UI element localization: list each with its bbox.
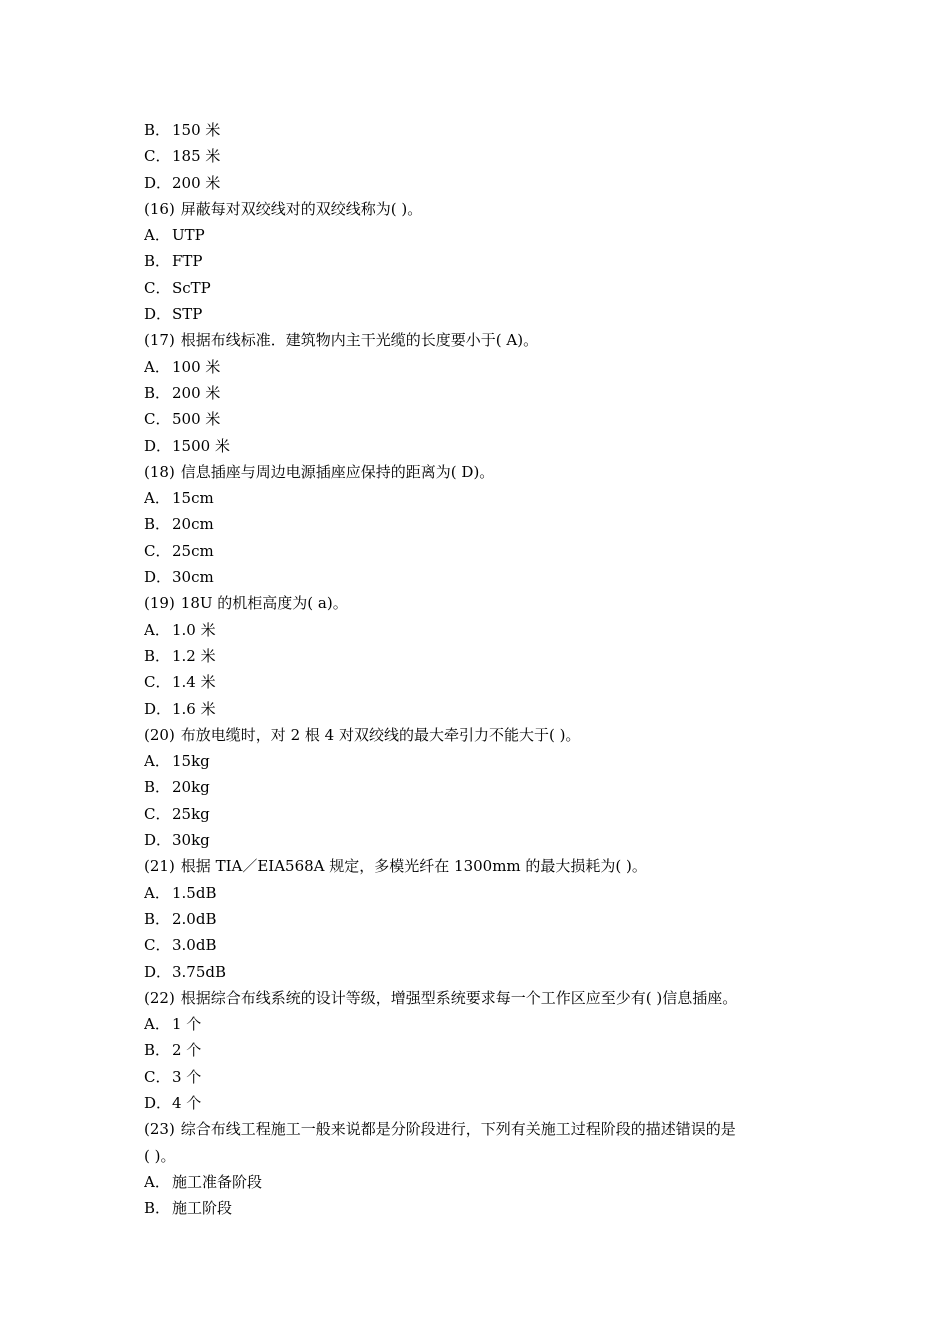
answer-option [144, 538, 814, 564]
answer-option [144, 248, 814, 274]
answer-option [144, 959, 814, 985]
question-continuation [144, 1143, 814, 1169]
option-letter: A． [144, 489, 170, 508]
question-stem [144, 1116, 814, 1142]
question-number: (19) [144, 594, 175, 613]
answer-option [144, 433, 814, 459]
option-letter: C． [144, 541, 171, 560]
option-text: 3.75dB [172, 962, 227, 981]
option-text: 1.6 米 [172, 699, 216, 718]
answer-option [144, 406, 814, 432]
option-letter: D． [144, 831, 172, 850]
option-letter: D． [144, 699, 172, 718]
option-letter: D． [144, 305, 172, 324]
option-text: 1.5dB [172, 883, 217, 902]
option-text: 200 米 [172, 383, 221, 402]
option-text: 3.0dB [172, 936, 217, 955]
question-number: (22) [144, 988, 175, 1007]
option-letter: C． [144, 673, 171, 692]
option-text: 200 米 [172, 173, 221, 192]
answer-option [144, 748, 814, 774]
answer-option [144, 617, 814, 643]
option-letter: B． [144, 1041, 171, 1060]
option-letter: B． [144, 646, 171, 665]
answer-option [144, 1064, 814, 1090]
answer-option [144, 643, 814, 669]
option-letter: B． [144, 252, 171, 271]
answer-option [144, 354, 814, 380]
answer-option [144, 1037, 814, 1063]
question-stem [144, 327, 814, 353]
option-text: 20cm [172, 515, 214, 534]
option-text: 施工阶段 [172, 1199, 233, 1218]
question-text: 信息插座与周边电源插座应保持的距离为( D)。 [180, 462, 495, 481]
question-stem [144, 590, 814, 616]
answer-option [144, 1011, 814, 1037]
option-letter: A． [144, 1172, 170, 1191]
answer-option [144, 774, 814, 800]
option-text: 30kg [172, 831, 210, 850]
option-letter: D． [144, 962, 172, 981]
question-number: (23) [144, 1120, 175, 1139]
option-text: STP [172, 305, 203, 324]
answer-option [144, 275, 814, 301]
option-letter: A． [144, 226, 170, 245]
option-letter: C． [144, 147, 171, 166]
answer-option [144, 696, 814, 722]
answer-option [144, 564, 814, 590]
option-letter: A． [144, 752, 170, 771]
option-letter: C． [144, 278, 171, 297]
option-letter: C． [144, 936, 171, 955]
option-text: 500 米 [172, 410, 221, 429]
question-text: 18U 的机柜高度为( a)。 [180, 594, 348, 613]
answer-option [144, 801, 814, 827]
option-letter: A． [144, 1015, 170, 1034]
option-letter: C． [144, 804, 171, 823]
question-number: (21) [144, 857, 175, 876]
option-text: 1 个 [172, 1015, 202, 1034]
answer-option [144, 932, 814, 958]
answer-option [144, 1169, 814, 1195]
option-letter: C． [144, 1067, 171, 1086]
answer-option [144, 143, 814, 169]
option-text: 1.4 米 [172, 673, 216, 692]
option-letter: A． [144, 883, 170, 902]
answer-option [144, 827, 814, 853]
option-text: 3 个 [172, 1067, 202, 1086]
option-text: 185 米 [172, 147, 221, 166]
option-text: 25cm [172, 541, 214, 560]
option-letter: D． [144, 173, 172, 192]
option-text: 15cm [172, 489, 214, 508]
answer-option [144, 170, 814, 196]
question-stem [144, 853, 814, 879]
answer-option [144, 1195, 814, 1221]
option-letter: B． [144, 1199, 171, 1218]
option-letter: C． [144, 410, 171, 429]
question-number: (17) [144, 331, 175, 350]
question-number: (18) [144, 462, 175, 481]
option-text: 150 米 [172, 121, 221, 139]
question-stem [144, 722, 814, 748]
option-text: FTP [172, 252, 203, 271]
question-text: 布放电缆时，对 2 根 4 对双绞线的最大牵引力不能大于( )。 [180, 725, 581, 744]
answer-option [144, 511, 814, 537]
option-text: 4 个 [172, 1093, 202, 1112]
question-number: (16) [144, 199, 175, 218]
option-letter: B． [144, 778, 171, 797]
answer-option [144, 222, 814, 248]
option-text: 15kg [172, 752, 210, 771]
option-letter: A． [144, 357, 170, 376]
option-text: 1.0 米 [172, 620, 216, 639]
option-text: 100 米 [172, 357, 221, 376]
question-stem [144, 985, 814, 1011]
question-text: ( )。 [144, 1146, 176, 1165]
option-letter: B． [144, 515, 171, 534]
option-letter: B． [144, 121, 171, 139]
question-text: 根据布线标准．建筑物内主干光缆的长度要小于( A)。 [180, 331, 539, 350]
answer-option [144, 1090, 814, 1116]
option-text: 施工准备阶段 [172, 1172, 263, 1191]
option-text: 1.2 米 [172, 646, 216, 665]
option-text: UTP [172, 226, 205, 245]
option-text: 2.0dB [172, 909, 217, 928]
option-text: 25kg [172, 804, 210, 823]
option-text: 20kg [172, 778, 210, 797]
question-text: 根据 TIA／EIA568A 规定，多模光纤在 1300mm 的最大损耗为( )。 [180, 857, 647, 876]
answer-option [144, 485, 814, 511]
answer-option [144, 669, 814, 695]
option-letter: B． [144, 383, 171, 402]
option-letter: D． [144, 436, 172, 455]
question-text: 综合布线工程施工一般来说都是分阶段进行，下列有关施工过程阶段的描述错误的是 [180, 1120, 736, 1139]
answer-option [144, 301, 814, 327]
answer-option [144, 380, 814, 406]
option-letter: D． [144, 1093, 172, 1112]
document-body [144, 117, 814, 1221]
option-text: 2 个 [172, 1041, 202, 1060]
question-text: 根据综合布线系统的设计等级，增强型系统要求每一个工作区应至少有( )信息插座。 [180, 988, 738, 1007]
question-number: (20) [144, 725, 175, 744]
option-letter: D． [144, 568, 172, 587]
answer-option [144, 906, 814, 932]
option-letter: B． [144, 909, 171, 928]
answer-option [144, 117, 814, 143]
question-stem [144, 459, 814, 485]
answer-option [144, 880, 814, 906]
option-text: 1500 米 [172, 436, 230, 455]
option-letter: A． [144, 620, 170, 639]
option-text: ScTP [172, 278, 211, 297]
question-text: 屏蔽每对双绞线对的双绞线称为( )。 [180, 199, 423, 218]
option-text: 30cm [172, 568, 214, 587]
question-stem [144, 196, 814, 222]
